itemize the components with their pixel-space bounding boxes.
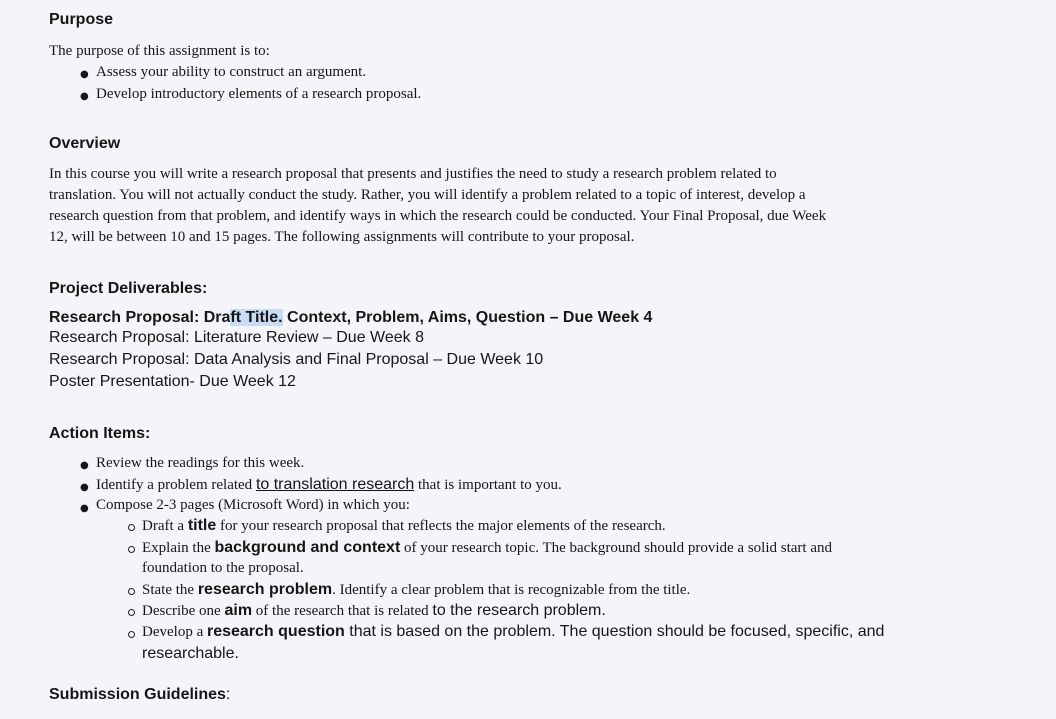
action-text: Identify a problem related [96, 477, 256, 493]
text-selection[interactable]: ft Title. [230, 309, 283, 326]
sub-item-title [142, 517, 666, 535]
deliverable-text: Research Proposal: Dra [49, 309, 231, 326]
sub-text: for your research proposal that reflects the major elements of the research. [216, 518, 666, 534]
purpose-intro: The purpose of this assignment is to: [49, 43, 270, 59]
translation-research-link[interactable]: to translation research [255, 476, 415, 493]
overview-line-1: In this course you will write a research proposal that presents and justifies the need to study a research problem related to [49, 166, 777, 182]
action-item-1: Review the readings for this week. [96, 455, 305, 471]
circle-bullet-icon [128, 524, 135, 531]
circle-bullet-icon [128, 588, 135, 595]
sub-item-background [142, 539, 832, 557]
sub-text: of your research topic. The background should provide a solid start and [400, 540, 832, 556]
bullet-icon: ● [80, 503, 89, 514]
deliverable-item-3: Research Proposal: Data Analysis and Final Proposal – Due Week 10 [49, 351, 544, 368]
circle-bullet-icon [128, 546, 135, 553]
sub-text: of the research that is related [252, 603, 433, 619]
submission-heading-text: Submission Guidelines [49, 686, 226, 703]
bullet-icon: ● [80, 69, 89, 80]
overview-line-4: 12, will be between 10 and 15 pages. The following assignments will contribute to your proposal. [49, 229, 635, 245]
deliverable-item-4: Poster Presentation- Due Week 12 [49, 373, 296, 390]
overview-line-2: translation. You will not actually conduct the study. Rather, you will identify a problem related to a topic of interest, develop a [49, 187, 806, 203]
submission-colon: : [225, 686, 231, 703]
action-heading: Action Items: [49, 425, 151, 442]
sub-bold: aim [224, 602, 253, 619]
deliverable-text: Context, Problem, Aims, Question – Due Week 4 [282, 309, 653, 326]
sub-item-problem [142, 581, 690, 599]
sub-text: Explain the [142, 540, 215, 556]
circle-bullet-icon [128, 631, 135, 638]
sub-bold: research question [206, 623, 345, 640]
action-text: that is important to you. [414, 477, 562, 493]
submission-heading [49, 686, 230, 704]
purpose-item-2: Develop introductory elements of a research proposal. [96, 86, 422, 102]
sub-bold: research problem [197, 581, 333, 598]
purpose-item-1: Assess your ability to construct an argument. [96, 64, 367, 80]
sub-item-question [142, 623, 884, 641]
action-item-3: Compose 2-3 pages (Microsoft Word) in which you: [96, 497, 410, 513]
sub-item-background-cont: foundation to the proposal. [142, 560, 304, 576]
bullet-icon: ● [80, 460, 89, 471]
sub-text: Describe one [142, 603, 225, 619]
deliverables-heading: Project Deliverables: [49, 280, 208, 297]
bullet-icon: ● [80, 91, 89, 102]
action-item-2 [96, 476, 562, 494]
deliverable-item-2: Research Proposal: Literature Review – Due Week 8 [49, 329, 424, 346]
bullet-icon: ● [80, 482, 89, 493]
sub-text: Develop a [142, 624, 207, 640]
deliverable-item-1[interactable] [49, 309, 652, 327]
sub-text: to the research problem. [432, 602, 606, 619]
sub-text: that is based on the problem. The question should be focused, specific, and [344, 623, 885, 640]
sub-item-question-cont: researchable. [142, 645, 239, 662]
overview-line-3: research question from that problem, and identify ways in which the research could be conducted. Your Final Proposal, due Week [49, 208, 827, 224]
purpose-heading: Purpose [49, 11, 114, 28]
sub-bold: title [187, 517, 217, 534]
sub-text: . Identify a clear problem that is recognizable from the title. [332, 582, 691, 598]
sub-text: State the [142, 582, 198, 598]
sub-item-aim [142, 602, 606, 620]
overview-heading: Overview [49, 135, 121, 152]
sub-bold: background and context [214, 539, 401, 556]
sub-text: Draft a [142, 518, 188, 534]
circle-bullet-icon [128, 609, 135, 616]
